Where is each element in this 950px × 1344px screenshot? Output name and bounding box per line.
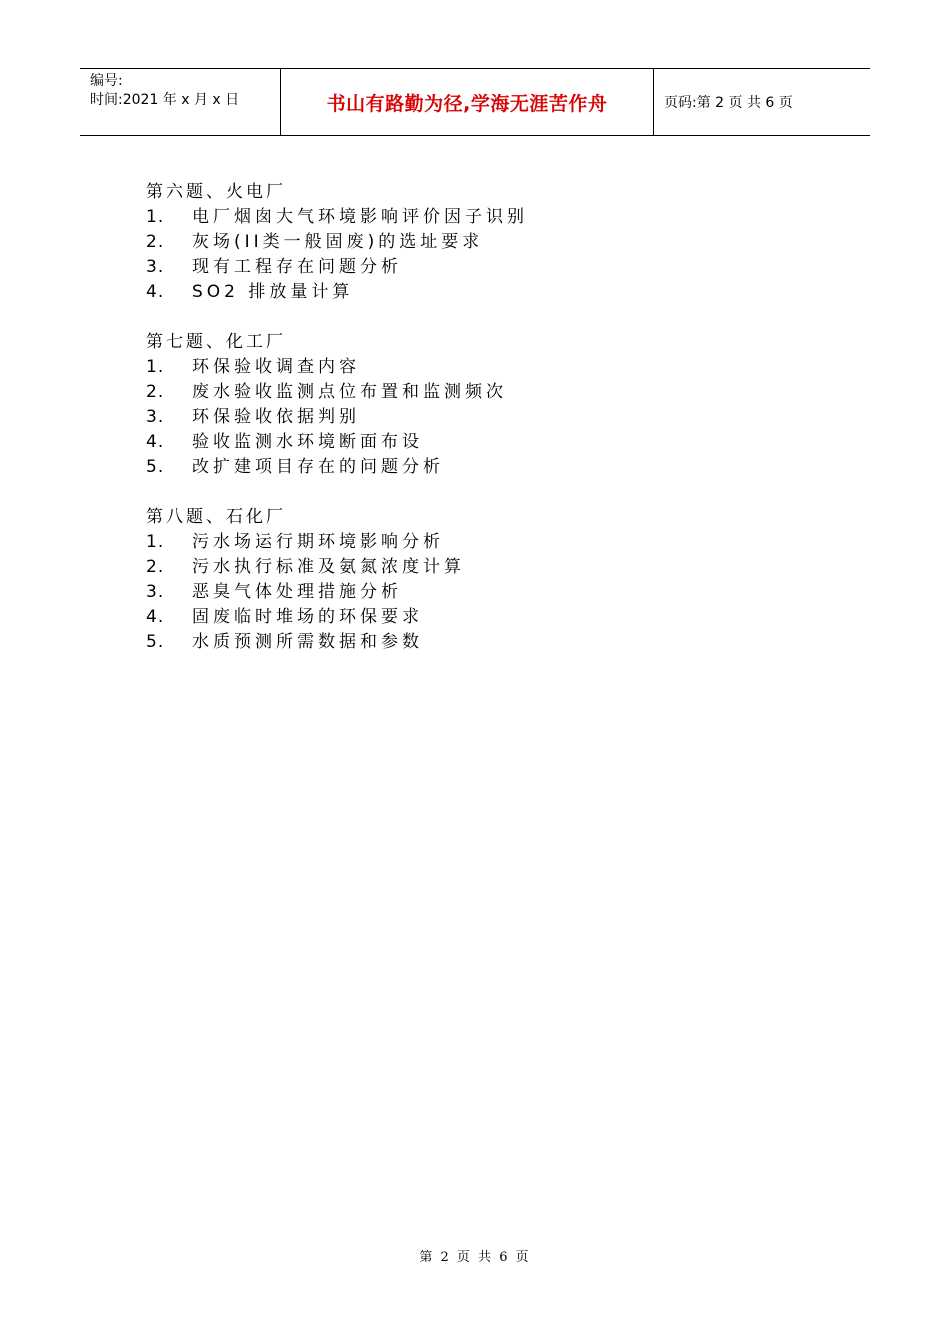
item-number: 1. bbox=[146, 532, 165, 552]
section-question-7 bbox=[146, 330, 806, 480]
item-text: SO2 排放量计算 bbox=[192, 282, 354, 302]
section-title: 第七题、化工厂 bbox=[146, 332, 286, 352]
item-text: 废水验收监测点位布置和监测频次 bbox=[192, 382, 507, 402]
item-text: 灰场(II类一般固废)的选址要求 bbox=[192, 232, 484, 252]
item-text: 环保验收依据判别 bbox=[192, 407, 360, 427]
list-item bbox=[146, 405, 806, 430]
item-number: 1. bbox=[146, 357, 165, 377]
item-number: 3. bbox=[146, 582, 165, 602]
item-number: 3. bbox=[146, 407, 165, 427]
list-item bbox=[146, 430, 806, 455]
item-number: 2. bbox=[146, 382, 165, 402]
item-number: 3. bbox=[146, 257, 165, 277]
item-number: 2. bbox=[146, 232, 165, 252]
item-number: 5. bbox=[146, 457, 165, 477]
page-header bbox=[80, 68, 870, 136]
list-item bbox=[146, 230, 806, 255]
list-item bbox=[146, 280, 806, 305]
list-item bbox=[146, 605, 806, 630]
item-text: 电厂烟囱大气环境影响评价因子识别 bbox=[192, 207, 528, 227]
list-item bbox=[146, 355, 806, 380]
list-item bbox=[146, 380, 806, 405]
list-item bbox=[146, 580, 806, 605]
document-time-label: 时间:2021 年 x 月 x 日 bbox=[90, 92, 240, 108]
section-question-8 bbox=[146, 505, 806, 655]
header-meta bbox=[80, 69, 281, 135]
list-item bbox=[146, 205, 806, 230]
list-item bbox=[146, 530, 806, 555]
item-number: 4. bbox=[146, 432, 165, 452]
item-number: 5. bbox=[146, 632, 165, 652]
list-item bbox=[146, 630, 806, 655]
list-item bbox=[146, 555, 806, 580]
item-text: 改扩建项目存在的问题分析 bbox=[192, 457, 444, 477]
item-text: 固废临时堆场的环保要求 bbox=[192, 607, 423, 627]
item-number: 1. bbox=[146, 207, 165, 227]
header-motto: 书山有路勤为径,学海无涯苦作舟 bbox=[281, 69, 654, 135]
section-title: 第八题、石化厂 bbox=[146, 507, 286, 527]
item-number: 4. bbox=[146, 282, 165, 302]
header-page-info: 页码:第 2 页 共 6 页 bbox=[664, 95, 793, 111]
document-number-label: 编号: bbox=[90, 73, 123, 89]
item-text: 污水场运行期环境影响分析 bbox=[192, 532, 444, 552]
list-item bbox=[146, 455, 806, 480]
page-footer: 第 2 页 共 6 页 bbox=[419, 1250, 531, 1265]
list-item bbox=[146, 255, 806, 280]
item-text: 现有工程存在问题分析 bbox=[192, 257, 402, 277]
item-text: 恶臭气体处理措施分析 bbox=[192, 582, 402, 602]
item-text: 水质预测所需数据和参数 bbox=[192, 632, 423, 652]
section-question-6 bbox=[146, 180, 806, 305]
item-text: 环保验收调查内容 bbox=[192, 357, 360, 377]
section-title: 第六题、火电厂 bbox=[146, 182, 286, 202]
item-text: 验收监测水环境断面布设 bbox=[192, 432, 423, 452]
item-number: 2. bbox=[146, 557, 165, 577]
document-body bbox=[146, 180, 806, 680]
item-number: 4. bbox=[146, 607, 165, 627]
item-text: 污水执行标准及氨氮浓度计算 bbox=[192, 557, 465, 577]
